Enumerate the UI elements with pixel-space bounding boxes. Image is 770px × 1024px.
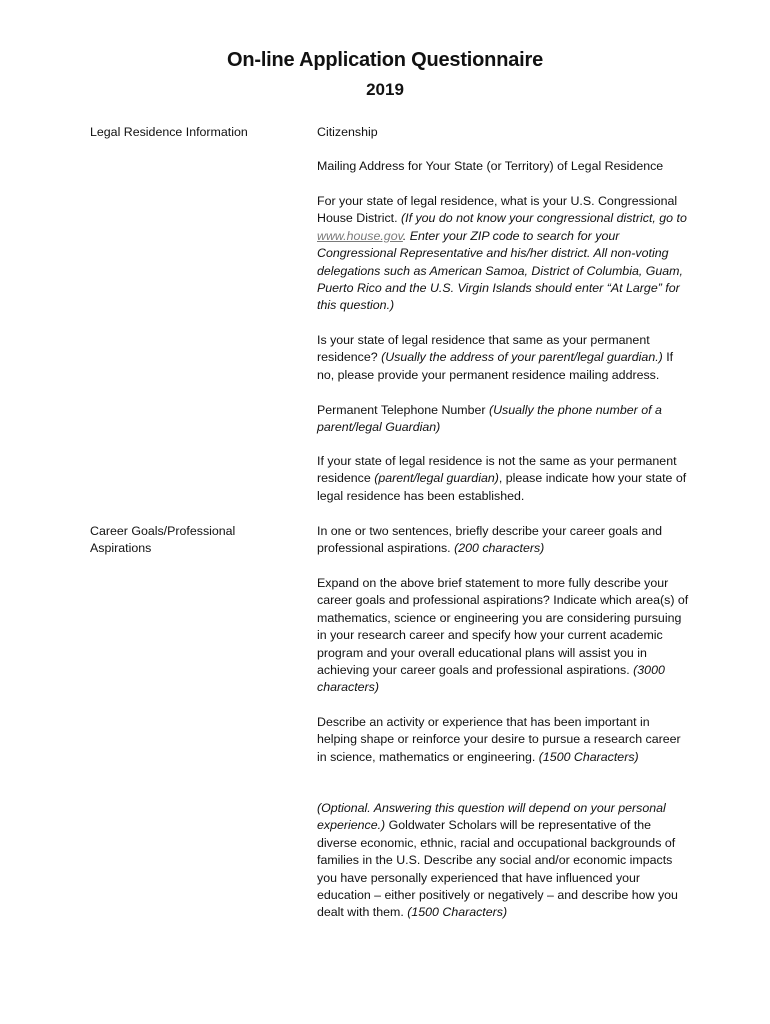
section-label-legal-residence: Legal Residence Information — [90, 125, 248, 139]
activity-item — [317, 714, 689, 766]
career-brief-question: In one or two sentences, briefly describe your career goals and professional aspirations. — [317, 524, 663, 556]
career-brief-item — [317, 523, 689, 558]
optional-limit: (1500 Characters) — [407, 905, 508, 920]
optional-note: (Optional. Answering this question will depend on your personal experience.) — [317, 801, 666, 833]
activity-limit: (1500 Characters) — [538, 749, 639, 764]
same-residence-help: (Usually the address of your parent/legal guardian.) — [381, 350, 663, 365]
house-gov-link[interactable]: www.house.gov — [317, 228, 403, 243]
phone-help: (Usually the phone number of a parent/legal Guardian) — [317, 403, 662, 435]
citizenship-item: Citizenship — [317, 125, 378, 139]
residence-established-item — [317, 453, 689, 505]
career-expand-item — [317, 575, 689, 697]
mailing-address-item: Mailing Address for Your State (or Territory) of Legal Residence — [317, 159, 664, 173]
district-help-part-1: (If you do not know your congressional district, go to — [401, 211, 687, 226]
same-residence-item — [317, 332, 689, 384]
not-same-question-part-2: , please indicate how your state of legal residence has been established. — [317, 471, 687, 503]
career-expand-limit: (3000 characters) — [317, 663, 665, 695]
congressional-district-item — [317, 193, 689, 315]
district-help-part-2: . Enter your ZIP code to search for your Congressional Representative and his/her district. All non-voting delegations such as American Samoa, District of Columbia, Guam, Puerto Rico and the U.S. Virgin Islands should enter “At Large” for this question.) — [317, 228, 683, 313]
same-residence-followup: If no, please provide your permanent residence mailing address. — [317, 350, 674, 382]
district-question: For your state of legal residence, what is your U.S. Congressional House District. — [317, 194, 678, 226]
page-year: 2019 — [366, 80, 404, 99]
same-residence-question: Is your state of legal residence that same as your permanent residence? — [317, 333, 650, 365]
not-same-question-part-1: If your state of legal residence is not the same as your permanent residence — [317, 454, 677, 486]
page-title: On-line Application Questionnaire — [226, 49, 544, 71]
section-label-career-goals: Career Goals/Professional Aspirations — [90, 524, 236, 556]
career-expand-question: Expand on the above brief statement to more fully describe your career goals and professional aspirations? Indicate which area(s) of mathematics, science or engineering you are considering pursuing in your research career and specify how your current academic program and your overall educational plans will assist you in achieving your career goals and professional aspirations. — [317, 576, 689, 678]
not-same-guardian-note: (parent/legal guardian) — [374, 471, 499, 486]
activity-question: Describe an activity or experience that has been important in helping shape or reinforce your desire to pursue a research career in science, mathematics or engineering. — [317, 715, 681, 764]
career-brief-limit: (200 characters) — [454, 541, 545, 556]
optional-question: Goldwater Scholars will be representative of the diverse economic, ethnic, racial and occupational backgrounds of families in the U.S. Describe any social and/or economic impacts you have personally experienced that have influenced your education – either positively or negatively – and describe how you dealt with them. — [317, 818, 678, 920]
phone-label: Permanent Telephone Number — [317, 403, 486, 417]
optional-impact-item — [317, 800, 689, 922]
permanent-phone-item — [317, 402, 689, 437]
